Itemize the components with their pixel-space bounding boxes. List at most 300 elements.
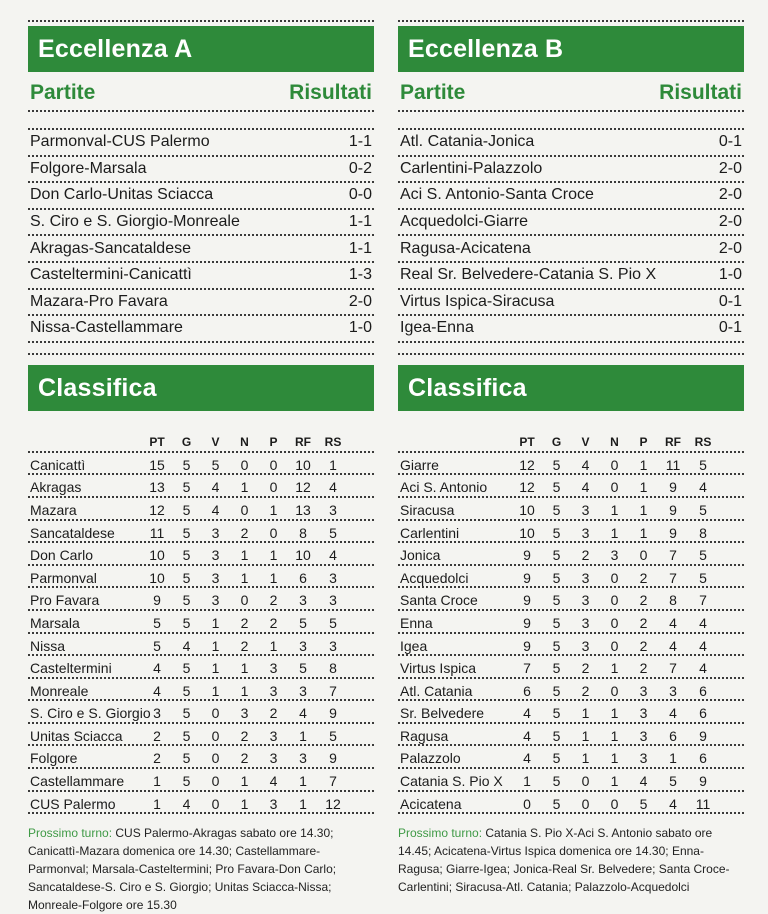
- stat-cell: 1: [610, 660, 619, 677]
- stat-cell: 1: [299, 727, 307, 744]
- stat-cell: 5: [552, 569, 561, 586]
- stat-cell: 5: [552, 660, 561, 677]
- stat-cell: 5: [552, 501, 561, 518]
- stat-cell: 3: [211, 547, 220, 564]
- standings-row: [28, 701, 374, 724]
- stat-cell: 1: [299, 773, 307, 790]
- divider: [398, 353, 744, 355]
- stat-cell: 5: [182, 614, 191, 631]
- stat-cell: 0: [211, 750, 220, 767]
- standings-title: Classifica: [28, 365, 374, 411]
- stat-cell: 1: [269, 547, 278, 564]
- team-name: Aci S. Antonio: [400, 479, 488, 496]
- group-column-eccellenza-a: [28, 0, 374, 914]
- match-teams: Nissa-Castellammare: [30, 319, 183, 337]
- stat-cell: 1: [269, 637, 278, 654]
- next-round: [28, 824, 374, 914]
- standings-row: [28, 543, 374, 566]
- stat-cell: 1: [211, 614, 220, 631]
- stat-cell: 0: [581, 773, 590, 790]
- stat-cell: 2: [639, 660, 648, 677]
- stat-cell: 3: [269, 750, 278, 767]
- match-score: 0-1: [718, 292, 742, 310]
- stat-cell: 11: [149, 524, 165, 541]
- standings-row: [28, 588, 374, 611]
- stat-cell: 5: [552, 795, 561, 812]
- stat-cell: 1: [211, 660, 220, 677]
- stat-cell: 0: [211, 773, 220, 790]
- stat-cell: 7: [699, 592, 707, 609]
- match-teams: Ragusa-Acicatena: [400, 239, 531, 257]
- stat-cell: 3: [329, 592, 337, 609]
- divider: [28, 110, 374, 112]
- team-name: Acicatena: [400, 795, 462, 812]
- stat-cell: 5: [552, 456, 561, 473]
- match-teams: Aci S. Antonio-Santa Croce: [400, 186, 594, 204]
- stat-col-header: N: [610, 434, 619, 449]
- stat-cell: 4: [182, 637, 191, 654]
- stat-cell: 5: [552, 637, 561, 654]
- stat-cell: 5: [182, 705, 191, 722]
- stat-cell: 2: [240, 727, 249, 744]
- matches-header: [398, 76, 744, 110]
- stat-cell: 15: [149, 456, 165, 473]
- stat-cell: 3: [329, 637, 337, 654]
- team-name: Carlentini: [400, 524, 460, 541]
- standings-row: [398, 453, 744, 476]
- stat-cell: 3: [610, 547, 619, 564]
- stat-col-header: RS: [694, 434, 712, 449]
- stat-cell: 5: [699, 569, 707, 586]
- match-teams: Igea-Enna: [400, 319, 474, 337]
- stat-cell: 5: [552, 773, 561, 790]
- stat-cell: 0: [610, 569, 619, 586]
- stat-col-header: RF: [295, 434, 311, 449]
- match-score: 1-0: [348, 319, 372, 337]
- standings-row: [28, 634, 374, 657]
- stat-cell: 4: [299, 705, 307, 722]
- standings-row: [398, 656, 744, 679]
- stat-cell: 8: [329, 660, 337, 677]
- match-score: 2-0: [348, 292, 372, 310]
- team-name: Sancataldese: [30, 524, 115, 541]
- stat-cell: 1: [153, 795, 161, 812]
- stat-cell: 5: [552, 524, 561, 541]
- team-name: Palazzolo: [400, 750, 461, 767]
- stat-cell: 12: [325, 795, 341, 812]
- team-name: Unitas Sciacca: [30, 727, 123, 744]
- matches-header: [28, 76, 374, 110]
- stat-cell: 5: [182, 501, 191, 518]
- standings-row: [398, 475, 744, 498]
- stat-cell: 5: [699, 547, 707, 564]
- stat-cell: 1: [523, 773, 531, 790]
- stat-cell: 12: [149, 501, 165, 518]
- stat-cell: 9: [523, 569, 531, 586]
- stat-cell: 3: [299, 592, 307, 609]
- stat-cell: 3: [329, 501, 337, 518]
- match-row: [28, 263, 374, 290]
- team-name: Virtus Ispica: [400, 660, 476, 677]
- stat-cell: 2: [639, 614, 648, 631]
- stat-cell: 5: [552, 705, 561, 722]
- standings-row: [28, 521, 374, 544]
- stat-cell: 4: [699, 614, 707, 631]
- divider: [28, 20, 374, 22]
- match-teams: Acquedolci-Giarre: [400, 213, 529, 231]
- standings-row: [28, 724, 374, 747]
- stat-cell: 0: [240, 592, 249, 609]
- results-label: Risultati: [289, 81, 372, 104]
- stat-cell: 4: [699, 660, 707, 677]
- stat-cell: 5: [552, 727, 561, 744]
- match-score: 1-1: [348, 213, 372, 231]
- team-col-header: [398, 431, 512, 453]
- stat-cell: 4: [523, 705, 531, 722]
- stat-col-header: PT: [519, 434, 535, 449]
- stat-cell: 0: [610, 682, 619, 699]
- stat-col-header: G: [181, 434, 192, 449]
- stat-cell: 2: [581, 682, 590, 699]
- stat-cell: 2: [240, 637, 249, 654]
- stat-cell: 5: [699, 501, 707, 518]
- match-teams: Virtus Ispica-Siracusa: [400, 292, 555, 310]
- team-col-header: [28, 431, 142, 453]
- stat-cell: 2: [240, 524, 249, 541]
- match-score: 0-0: [348, 186, 372, 204]
- standings-row: [28, 792, 374, 815]
- stat-cell: 1: [639, 524, 648, 541]
- standings-row: [28, 746, 374, 769]
- stat-cell: 1: [581, 750, 590, 767]
- stat-cell: 0: [240, 456, 249, 473]
- stat-cell: 10: [295, 547, 311, 564]
- stat-cell: 3: [639, 682, 648, 699]
- divider: [28, 353, 374, 355]
- stat-cell: 1: [669, 750, 677, 767]
- stat-cell: 2: [240, 614, 249, 631]
- stat-cell: 4: [669, 614, 677, 631]
- group-title: Eccellenza A: [28, 26, 374, 72]
- stat-cell: 7: [329, 682, 337, 699]
- match-row: [28, 130, 374, 157]
- stat-cell: 0: [269, 456, 278, 473]
- stat-cell: 7: [523, 660, 531, 677]
- match-teams: Parmonval-CUS Palermo: [30, 133, 210, 151]
- stat-cell: 3: [639, 705, 648, 722]
- stat-cell: 12: [519, 456, 535, 473]
- match-row: [28, 183, 374, 210]
- match-row: [28, 290, 374, 317]
- stat-cell: 3: [153, 705, 161, 722]
- stat-cell: 1: [639, 456, 648, 473]
- standings-row: [398, 611, 744, 634]
- stat-cell: 5: [153, 637, 161, 654]
- team-name: Canicattì: [30, 456, 86, 473]
- match-teams: Atl. Catania-Jonica: [400, 133, 535, 151]
- match-score: 0-1: [718, 133, 742, 151]
- stat-cell: 5: [299, 660, 307, 677]
- stat-cell: 1: [211, 682, 220, 699]
- stat-cell: 3: [269, 727, 278, 744]
- stat-cell: 6: [523, 682, 531, 699]
- standings-header: [28, 431, 374, 451]
- stat-col-header: G: [551, 434, 562, 449]
- match-list: [398, 128, 744, 343]
- stat-cell: 10: [149, 547, 165, 564]
- standings-row: [28, 498, 374, 521]
- match-row: [398, 316, 744, 343]
- match-score: 1-0: [718, 266, 742, 284]
- match-score: 1-1: [348, 133, 372, 151]
- stat-cell: 6: [299, 569, 307, 586]
- match-row: [398, 210, 744, 237]
- stat-cell: 10: [149, 569, 165, 586]
- stat-cell: 1: [581, 727, 590, 744]
- match-teams: Real Sr. Belvedere-Catania S. Pio X: [400, 266, 657, 284]
- stat-cell: 0: [610, 479, 619, 496]
- stat-cell: 1: [610, 501, 619, 518]
- stat-cell: 9: [669, 524, 677, 541]
- match-teams: S. Ciro e S. Giorgio-Monreale: [30, 213, 240, 231]
- stat-cell: 11: [695, 795, 711, 812]
- stat-cell: 2: [269, 705, 278, 722]
- stat-cell: 5: [211, 456, 220, 473]
- standings-header: [398, 431, 744, 451]
- team-name: Parmonval: [30, 569, 97, 586]
- group-title: Eccellenza B: [398, 26, 744, 72]
- stat-cell: 5: [329, 614, 337, 631]
- team-name: Jonica: [400, 547, 441, 564]
- stat-cell: 11: [665, 456, 681, 473]
- stat-cell: 6: [699, 682, 707, 699]
- stat-col-header: PT: [149, 434, 165, 449]
- stat-cell: 9: [329, 705, 337, 722]
- stat-col-header: P: [639, 434, 648, 449]
- stat-cell: 12: [295, 479, 311, 496]
- stat-cell: 3: [669, 682, 677, 699]
- stat-cell: 0: [610, 795, 619, 812]
- stat-cell: 1: [240, 795, 249, 812]
- standings-row: [28, 566, 374, 589]
- match-teams: Mazara-Pro Favara: [30, 292, 168, 310]
- match-score: 1-3: [348, 266, 372, 284]
- stat-cell: 8: [699, 524, 707, 541]
- stat-cell: 4: [211, 479, 220, 496]
- stat-cell: 4: [329, 547, 337, 564]
- match-score: 2-0: [718, 213, 742, 231]
- stat-cell: 3: [299, 682, 307, 699]
- stat-cell: 4: [639, 773, 648, 790]
- stat-cell: 7: [669, 660, 677, 677]
- standings-row: [398, 521, 744, 544]
- stat-cell: 3: [581, 592, 590, 609]
- match-row: [398, 263, 744, 290]
- next-round-text: CUS Palermo-Akragas sabato ore 14.30; Canicattì-Mazara domenica ore 14.30; Castellammare-Parmonval; Marsala-Casteltermini; Pro Favara-Don Carlo; Sancataldese-S. Ciro e S. Giorgio; Unitas Sciacca-Nissa; Monreale-Folgore ore 15.30: [28, 826, 337, 913]
- match-score: 2-0: [718, 186, 742, 204]
- matches-label: Partite: [400, 81, 466, 104]
- standings-row: [398, 498, 744, 521]
- stat-cell: 0: [610, 614, 619, 631]
- team-name: Folgore: [30, 750, 78, 767]
- stat-cell: 1: [211, 637, 220, 654]
- team-name: CUS Palermo: [30, 795, 116, 812]
- stat-cell: 1: [240, 682, 249, 699]
- stat-cell: 4: [581, 479, 590, 496]
- team-name: Atl. Catania: [400, 682, 473, 699]
- stat-col-header: RF: [665, 434, 681, 449]
- standings-row: [398, 701, 744, 724]
- team-name: Monreale: [30, 682, 89, 699]
- stat-cell: 3: [269, 682, 278, 699]
- stat-cell: 3: [299, 750, 307, 767]
- stat-cell: 1: [299, 795, 307, 812]
- stat-cell: 5: [699, 456, 707, 473]
- stat-cell: 8: [299, 524, 307, 541]
- divider: [398, 20, 744, 22]
- stat-cell: 5: [552, 479, 561, 496]
- stat-cell: 0: [639, 547, 648, 564]
- stat-cell: 10: [295, 456, 311, 473]
- team-name: Siracusa: [400, 501, 455, 518]
- stat-cell: 5: [182, 456, 191, 473]
- stat-col-header: P: [269, 434, 278, 449]
- stat-cell: 10: [519, 501, 535, 518]
- stat-cell: 2: [153, 750, 161, 767]
- stat-cell: 9: [669, 479, 677, 496]
- standings-title: Classifica: [398, 365, 744, 411]
- stat-cell: 1: [329, 456, 337, 473]
- stat-cell: 3: [581, 637, 590, 654]
- stat-cell: 7: [669, 569, 677, 586]
- next-round-label: Prossimo turno:: [398, 826, 483, 841]
- match-list: [28, 128, 374, 343]
- stat-cell: 9: [523, 592, 531, 609]
- standings-row: [28, 475, 374, 498]
- stat-cell: 1: [269, 569, 278, 586]
- match-row: [398, 130, 744, 157]
- stat-cell: 10: [519, 524, 535, 541]
- standings-row: [398, 588, 744, 611]
- team-name: Mazara: [30, 501, 77, 518]
- match-teams: Casteltermini-Canicattì: [30, 266, 192, 284]
- stat-cell: 3: [581, 524, 590, 541]
- stat-cell: 9: [669, 501, 677, 518]
- stat-cell: 1: [581, 705, 590, 722]
- team-name: Catania S. Pio X: [400, 773, 503, 790]
- match-score: 1-1: [348, 239, 372, 257]
- stat-cell: 4: [269, 773, 278, 790]
- stat-cell: 4: [581, 456, 590, 473]
- match-score: 2-0: [718, 159, 742, 177]
- match-row: [398, 290, 744, 317]
- stat-cell: 0: [610, 456, 619, 473]
- match-teams: Akragas-Sancataldese: [30, 239, 191, 257]
- stat-cell: 5: [182, 727, 191, 744]
- stat-cell: 1: [240, 479, 249, 496]
- match-row: [28, 316, 374, 343]
- stat-cell: 4: [182, 795, 191, 812]
- stat-cell: 5: [182, 569, 191, 586]
- team-name: Casteltermini: [30, 660, 112, 677]
- stat-cell: 0: [610, 592, 619, 609]
- stat-cell: 0: [523, 795, 531, 812]
- stat-cell: 13: [295, 501, 311, 518]
- stat-cell: 8: [669, 592, 677, 609]
- stat-cell: 1: [610, 705, 619, 722]
- stat-cell: 5: [552, 592, 561, 609]
- stat-cell: 5: [329, 524, 337, 541]
- team-name: Ragusa: [400, 727, 449, 744]
- stat-cell: 9: [329, 750, 337, 767]
- stat-cell: 1: [269, 501, 278, 518]
- stat-cell: 2: [639, 569, 648, 586]
- stat-cell: 2: [153, 727, 161, 744]
- next-round-label: Prossimo turno:: [28, 826, 113, 841]
- stat-cell: 1: [610, 727, 619, 744]
- stat-cell: 5: [182, 547, 191, 564]
- divider: [398, 110, 744, 112]
- match-row: [398, 236, 744, 263]
- match-score: 0-2: [348, 159, 372, 177]
- group-column-eccellenza-b: [398, 0, 744, 896]
- stat-cell: 9: [699, 727, 707, 744]
- team-name: Akragas: [30, 479, 82, 496]
- match-row: [28, 157, 374, 184]
- stat-cell: 0: [269, 524, 278, 541]
- match-row: [28, 236, 374, 263]
- standings-row: [28, 453, 374, 476]
- stat-cell: 5: [182, 660, 191, 677]
- stat-cell: 1: [240, 660, 249, 677]
- stat-cell: 13: [149, 479, 165, 496]
- match-teams: Carlentini-Palazzolo: [400, 159, 543, 177]
- team-name: Pro Favara: [30, 592, 100, 609]
- next-round-text: Catania S. Pio X-Aci S. Antonio sabato ore 14.45; Acicatena-Virtus Ispica domenica ore 14.30; Enna-Ragusa; Giarre-Igea; Jonica-Real Sr. Belvedere; Santa Croce-Carlentini; Siracusa-Atl. Catania; Palazzolo-Acquedolci: [398, 826, 730, 895]
- stat-cell: 1: [639, 501, 648, 518]
- stat-cell: 3: [639, 750, 648, 767]
- stat-cell: 7: [669, 547, 677, 564]
- stat-cell: 1: [240, 569, 249, 586]
- stat-cell: 5: [153, 614, 161, 631]
- stat-cell: 5: [182, 524, 191, 541]
- team-name: Acquedolci: [400, 569, 469, 586]
- team-name: Sr. Belvedere: [400, 705, 485, 722]
- stat-cell: 3: [581, 614, 590, 631]
- team-name: Giarre: [400, 456, 439, 473]
- stat-cell: 3: [269, 660, 278, 677]
- team-name: Marsala: [30, 614, 80, 631]
- stat-cell: 3: [639, 727, 648, 744]
- match-row: [398, 157, 744, 184]
- standings-row: [28, 656, 374, 679]
- stat-cell: 2: [240, 750, 249, 767]
- stat-cell: 4: [523, 750, 531, 767]
- team-name: Don Carlo: [30, 547, 94, 564]
- stat-cell: 9: [523, 637, 531, 654]
- match-score: 2-0: [718, 239, 742, 257]
- stat-cell: 0: [211, 705, 220, 722]
- standings-row: [398, 792, 744, 815]
- stat-cell: 2: [269, 614, 278, 631]
- stat-cell: 9: [153, 592, 161, 609]
- match-score: 0-1: [718, 319, 742, 337]
- team-name: S. Ciro e S. Giorgio: [30, 705, 151, 722]
- stat-cell: 6: [699, 750, 707, 767]
- stat-cell: 6: [669, 727, 677, 744]
- standings-row: [398, 634, 744, 657]
- stat-cell: 5: [182, 682, 191, 699]
